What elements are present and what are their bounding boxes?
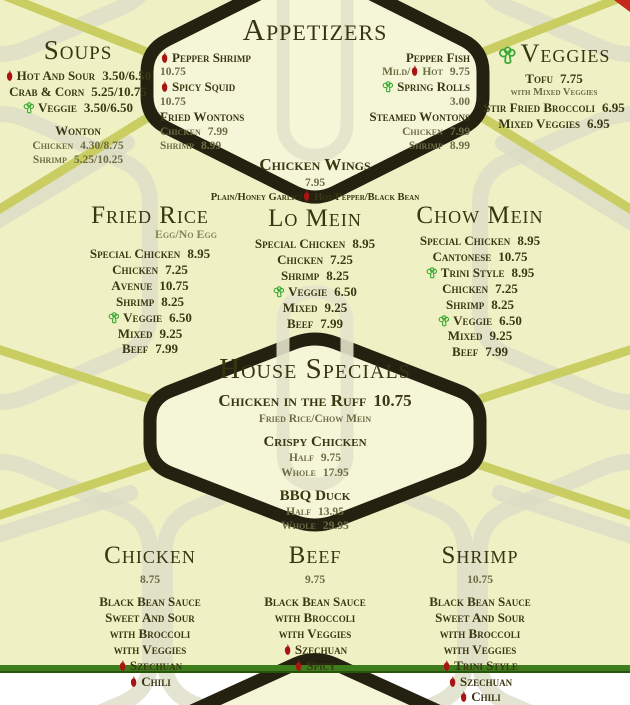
- menu-item: [160, 95, 251, 109]
- menu-item: [230, 658, 400, 674]
- menu-item-name: Szechuan: [459, 673, 513, 689]
- chili-icon: [160, 52, 169, 64]
- menu-item: [165, 487, 465, 505]
- house-specials-items: [165, 391, 465, 532]
- menu-item: [160, 139, 251, 153]
- section-title: Appetizers: [242, 12, 388, 47]
- section-title: [478, 40, 630, 67]
- menu-item-name: Pepper Shrimp: [172, 49, 251, 65]
- menu-item: [385, 233, 575, 249]
- menu-item-name: Chicken: [277, 252, 324, 268]
- menu-item: [230, 594, 400, 610]
- menu-item: [2, 153, 154, 167]
- menu-item-price: 17.95: [322, 466, 349, 479]
- menu-item-price: 10.75: [373, 391, 412, 411]
- menu-item-price: 3.50/6.50: [83, 100, 134, 116]
- menu-item-price: 8.99: [200, 140, 222, 153]
- menu-item-price: 7.99: [207, 126, 228, 139]
- appetizers-center: [150, 155, 480, 205]
- menu-item: [390, 594, 570, 610]
- menu-item-name: Shrimp: [160, 140, 194, 153]
- menu-item: [230, 236, 400, 252]
- menu-item-price: 8.25: [491, 296, 514, 312]
- menu-item-name: Black Bean Sauce: [264, 594, 366, 610]
- menu-item-name: 7.95: [304, 176, 326, 189]
- section-chicken: [60, 543, 240, 689]
- menu-item-name: Beef: [452, 344, 479, 360]
- menu-item-name: Shrimp: [32, 153, 67, 166]
- menu-item-name: Half: [288, 452, 314, 465]
- menu-item-name: Tofu: [525, 71, 553, 87]
- menu-item-price: 7.99: [155, 341, 178, 357]
- beef-items: [230, 573, 400, 673]
- menu-item-name: Chicken in the Ruff: [218, 391, 367, 411]
- menu-item-name: with Veggies: [113, 641, 187, 657]
- menu-item-name: Fried Wontons: [160, 109, 245, 125]
- menu-item: [390, 642, 570, 658]
- chili-icon: [302, 190, 311, 202]
- menu-item: [160, 109, 251, 125]
- section-chow-mein: [385, 203, 575, 360]
- menu-item-name: Stir Fried Broccoli: [483, 99, 596, 115]
- menu-item-price: 3.50/6.50: [102, 68, 152, 84]
- chili-icon: [283, 644, 292, 656]
- chili-icon: [129, 676, 138, 688]
- chicken-items: [60, 573, 240, 689]
- menu-item: [390, 689, 570, 705]
- menu-item-price: 7.75: [559, 71, 583, 87]
- menu-item-name: Black Bean Sauce: [429, 594, 531, 610]
- menu-item: [2, 139, 154, 153]
- menu-item-name: Chili: [471, 689, 501, 705]
- menu-item-name: Mixed: [117, 325, 153, 341]
- broccoli-icon: [108, 312, 120, 324]
- menu-item-price: 4.30/8.75: [80, 139, 124, 152]
- menu-item: [165, 466, 465, 480]
- menu-item-price: 9.25: [159, 325, 183, 341]
- menu-item: [385, 249, 575, 265]
- menu-item: [2, 100, 154, 116]
- menu-item-name: BBQ Duck: [279, 487, 351, 504]
- menu-item-name: Spicy: [306, 657, 336, 673]
- broccoli-icon: [426, 267, 438, 279]
- menu-item-name: Veggie: [123, 309, 163, 325]
- soups-items: [2, 68, 154, 166]
- menu-item: [230, 573, 400, 587]
- menu-item: [165, 433, 465, 451]
- menu-item-name: Half: [286, 505, 312, 518]
- menu-item: [230, 284, 400, 300]
- menu-item: [369, 125, 470, 139]
- menu-item: [60, 674, 240, 690]
- chili-icon: [118, 660, 127, 672]
- menu-item: [150, 176, 480, 190]
- menu-item-name: Shrimp: [281, 267, 320, 283]
- menu-item-price: 10.75: [498, 249, 528, 265]
- menu-item-name: Black Bean Sauce: [99, 594, 201, 610]
- menu-item-price: 9.75: [320, 452, 342, 465]
- menu-item: [478, 87, 630, 100]
- menu-item-name: Chicken: [112, 262, 159, 278]
- menu-item: [60, 642, 240, 658]
- fried-rice-items: [55, 246, 245, 357]
- menu-item-name: Spring Rolls: [397, 79, 470, 95]
- menu-item-name: Veggie: [37, 100, 77, 116]
- section-title: Lo Mein: [268, 205, 362, 232]
- section-title: Soups: [43, 35, 113, 65]
- menu-item: [55, 262, 245, 278]
- menu-item-name: Hot: [422, 66, 443, 79]
- menu-item-name: Chicken: [160, 126, 201, 139]
- menu-item: [150, 155, 480, 176]
- chili-icon: [160, 81, 169, 93]
- menu-item-price: 6.95: [586, 115, 610, 131]
- menu-item: [230, 626, 400, 642]
- menu-item: [478, 100, 630, 116]
- section-shrimp: [390, 543, 570, 705]
- menu-item-note: Mild/: [382, 66, 411, 79]
- menu-item-name: with Veggies: [443, 641, 517, 657]
- menu-item: [478, 116, 630, 132]
- menu-item: [390, 573, 570, 587]
- menu-item: [385, 265, 575, 281]
- chili-icon: [448, 676, 457, 688]
- menu-item-name: Mixed Veggies: [498, 115, 580, 131]
- chow-mein-items: [385, 233, 575, 360]
- menu-item: [230, 642, 400, 658]
- menu-item-price: 7.99: [485, 344, 508, 360]
- menu-item-name: Whole: [281, 466, 316, 479]
- menu-item-price: 8.95: [187, 246, 211, 262]
- menu-item-price: 6.50: [334, 283, 357, 299]
- veggies-items: [478, 71, 630, 131]
- menu-item: [230, 610, 400, 626]
- menu-item: [390, 610, 570, 626]
- lo-mein-items: [230, 236, 400, 331]
- menu-item: [165, 451, 465, 465]
- menu-item: [165, 505, 465, 519]
- menu-item-name: Shrimp: [408, 140, 443, 153]
- menu-item-name: Mixed: [447, 328, 483, 344]
- menu-item: [60, 573, 240, 587]
- menu-item-name: Spicy Squid: [172, 79, 236, 95]
- menu-item: [390, 674, 570, 690]
- broccoli-icon: [273, 286, 285, 298]
- menu-item: [2, 123, 154, 139]
- menu-item: [369, 50, 470, 66]
- section-appetizers: [150, 14, 480, 205]
- menu-item: [60, 594, 240, 610]
- menu-item-name: Hot/Pepper/Black Bean: [314, 191, 420, 203]
- section-soups: [2, 36, 154, 167]
- section-title: Chicken: [104, 542, 196, 569]
- menu-item-price: 7.99: [320, 315, 343, 331]
- section-title: Shrimp: [441, 542, 519, 569]
- menu-item: [60, 658, 240, 674]
- menu-item: [230, 268, 400, 284]
- menu-item-name: Chicken Wings: [259, 155, 371, 175]
- menu-item: [160, 125, 251, 139]
- menu-item-price: 8.25: [161, 293, 184, 309]
- menu-item-name: Beef: [287, 315, 314, 331]
- menu-item-price: 6.50: [499, 312, 522, 328]
- menu-item: [165, 412, 465, 426]
- menu-item: [369, 95, 470, 109]
- appetizers-columns: [150, 50, 480, 154]
- menu-item-name: Beef: [122, 341, 149, 357]
- menu-item-name: with Broccoli: [439, 625, 521, 641]
- menu-item: [369, 139, 470, 153]
- menu-item-name: Trini Style: [440, 264, 505, 280]
- menu-item-price: 8.25: [326, 267, 349, 283]
- menu-item-price: 8.95: [517, 233, 541, 249]
- menu-item-name: Fried Rice/Chow Mein: [258, 413, 372, 426]
- menu-item-price: 5.25/10.75: [91, 84, 147, 100]
- menu-item: [55, 310, 245, 326]
- section-title: Chow Mein: [416, 202, 544, 229]
- menu-item-name: Pepper Fish: [405, 49, 470, 65]
- menu-item: [55, 294, 245, 310]
- menu-item-name: Special Chicken: [419, 233, 511, 249]
- menu-item-name: 9.75: [304, 574, 326, 587]
- menu-item-name: Special Chicken: [254, 236, 346, 252]
- menu-item-name: 10.75: [160, 66, 186, 79]
- menu-item-price: 7.99: [449, 126, 470, 139]
- menu-item-name: Trini Style: [454, 657, 518, 673]
- menu-item-name: Crispy Chicken: [263, 434, 367, 451]
- menu-item-price: 8.95: [511, 264, 535, 280]
- menu-item: [160, 50, 251, 66]
- menu-item-price: 6.95: [602, 99, 625, 115]
- menu-item: [230, 316, 400, 332]
- menu-item: [60, 610, 240, 626]
- menu-item-name: Veggie: [453, 312, 493, 328]
- section-beef: [230, 543, 400, 674]
- menu-item-price: 6.50: [169, 309, 192, 325]
- menu-item: [369, 109, 470, 125]
- menu-item: [2, 68, 154, 84]
- menu-item-name: Avenue: [111, 277, 153, 293]
- menu-item-name: Shrimp: [116, 293, 155, 309]
- menu-item: [390, 626, 570, 642]
- menu-item: [230, 252, 400, 268]
- menu-item: [55, 278, 245, 294]
- menu-item-name: Chili: [141, 673, 171, 689]
- menu-item-name: 8.75: [139, 574, 161, 587]
- menu-item-name: Sweet And Sour: [435, 610, 525, 626]
- menu-item-name: 10.75: [467, 574, 493, 587]
- menu-item-name: Chicken: [402, 126, 443, 139]
- menu-item-name: Steamed Wontons: [369, 109, 470, 125]
- menu-item-name: Chicken: [442, 280, 489, 296]
- broccoli-icon: [23, 102, 35, 114]
- menu-item-name: with Mixed Veggies: [510, 87, 598, 99]
- menu-item-price: 13.95: [318, 505, 344, 518]
- menu-item-price: 5.25/10.25: [73, 153, 124, 166]
- menu-item-price: 8.99: [449, 140, 470, 153]
- menu-item-name: Mixed: [282, 299, 318, 315]
- menu-item-name: Shrimp: [446, 296, 485, 312]
- chili-icon: [442, 660, 451, 672]
- chili-icon: [459, 691, 468, 703]
- section-house-specials: [165, 354, 465, 533]
- section-title: Fried Rice: [91, 202, 209, 229]
- chili-icon: [294, 660, 303, 672]
- section-fried-rice: [55, 203, 245, 357]
- section-lo-mein: [230, 206, 400, 331]
- menu-item: [165, 391, 465, 412]
- menu-item-name: Veggie: [288, 283, 328, 299]
- broccoli-icon: [438, 315, 450, 327]
- menu-item-name: 3.00: [449, 96, 470, 109]
- menu-item-name: Special Chicken: [89, 246, 181, 262]
- menu-item: [60, 626, 240, 642]
- menu-item-price: 7.25: [495, 280, 518, 296]
- menu-item-name: 10.75: [160, 96, 186, 109]
- menu-item: [478, 71, 630, 87]
- menu-item-name: Crab & Corn: [9, 84, 85, 100]
- menu-item: [55, 246, 245, 262]
- section-title-text: Veggies: [520, 39, 611, 68]
- menu-item: [385, 281, 575, 297]
- section-veggies: [478, 40, 630, 132]
- menu-item: [165, 519, 465, 533]
- menu-item-price: 8.95: [352, 236, 376, 252]
- chili-icon: [410, 65, 419, 77]
- chili-icon: [5, 70, 14, 82]
- menu-item: [55, 326, 245, 342]
- menu-item-price: 10.75: [159, 277, 189, 293]
- menu-item-price: 9.25: [324, 299, 348, 315]
- menu-item-price: 7.25: [165, 262, 188, 278]
- fried-rice-subtitle: Egg/No Egg: [154, 227, 217, 242]
- section-title: Beef: [288, 542, 342, 569]
- menu-item: [2, 84, 154, 100]
- menu-item-price: 7.25: [330, 252, 353, 268]
- menu-item: [385, 297, 575, 313]
- broccoli-icon: [382, 81, 394, 93]
- menu-item: [385, 328, 575, 344]
- menu-item-price: 29.95: [322, 519, 349, 532]
- menu-item-name: Whole: [281, 519, 316, 532]
- menu-item: [160, 65, 251, 79]
- menu-item-name: Szechuan: [129, 657, 183, 673]
- menu-item-name: Hot And Sour: [16, 68, 96, 84]
- shrimp-items: [390, 573, 570, 705]
- menu-item-name: Wonton: [55, 122, 101, 138]
- appetizers-left-column: [160, 50, 251, 154]
- menu-item: [160, 79, 251, 95]
- menu-item: [385, 313, 575, 329]
- menu-item-name: with Veggies: [278, 625, 352, 641]
- menu-item-price: 9.25: [489, 328, 513, 344]
- menu-item: [390, 658, 570, 674]
- menu-item-name: Szechuan: [294, 641, 348, 657]
- section-title: House Specials: [219, 353, 411, 385]
- menu-item-name: Chicken: [32, 139, 74, 152]
- appetizers-right-column: [369, 50, 470, 154]
- broccoli-icon: [498, 46, 517, 65]
- menu-item-name: with Broccoli: [109, 625, 191, 641]
- menu-item-price: 9.75: [449, 66, 470, 79]
- menu-item-note: Plain/Honey Garlic/: [210, 191, 303, 203]
- menu-item: [369, 79, 470, 95]
- menu-item-name: with Broccoli: [274, 610, 356, 626]
- menu-item: [369, 65, 470, 79]
- menu-item-name: Sweet And Sour: [105, 610, 195, 626]
- menu-item-name: Cantonese: [432, 249, 492, 265]
- menu-item: [230, 300, 400, 316]
